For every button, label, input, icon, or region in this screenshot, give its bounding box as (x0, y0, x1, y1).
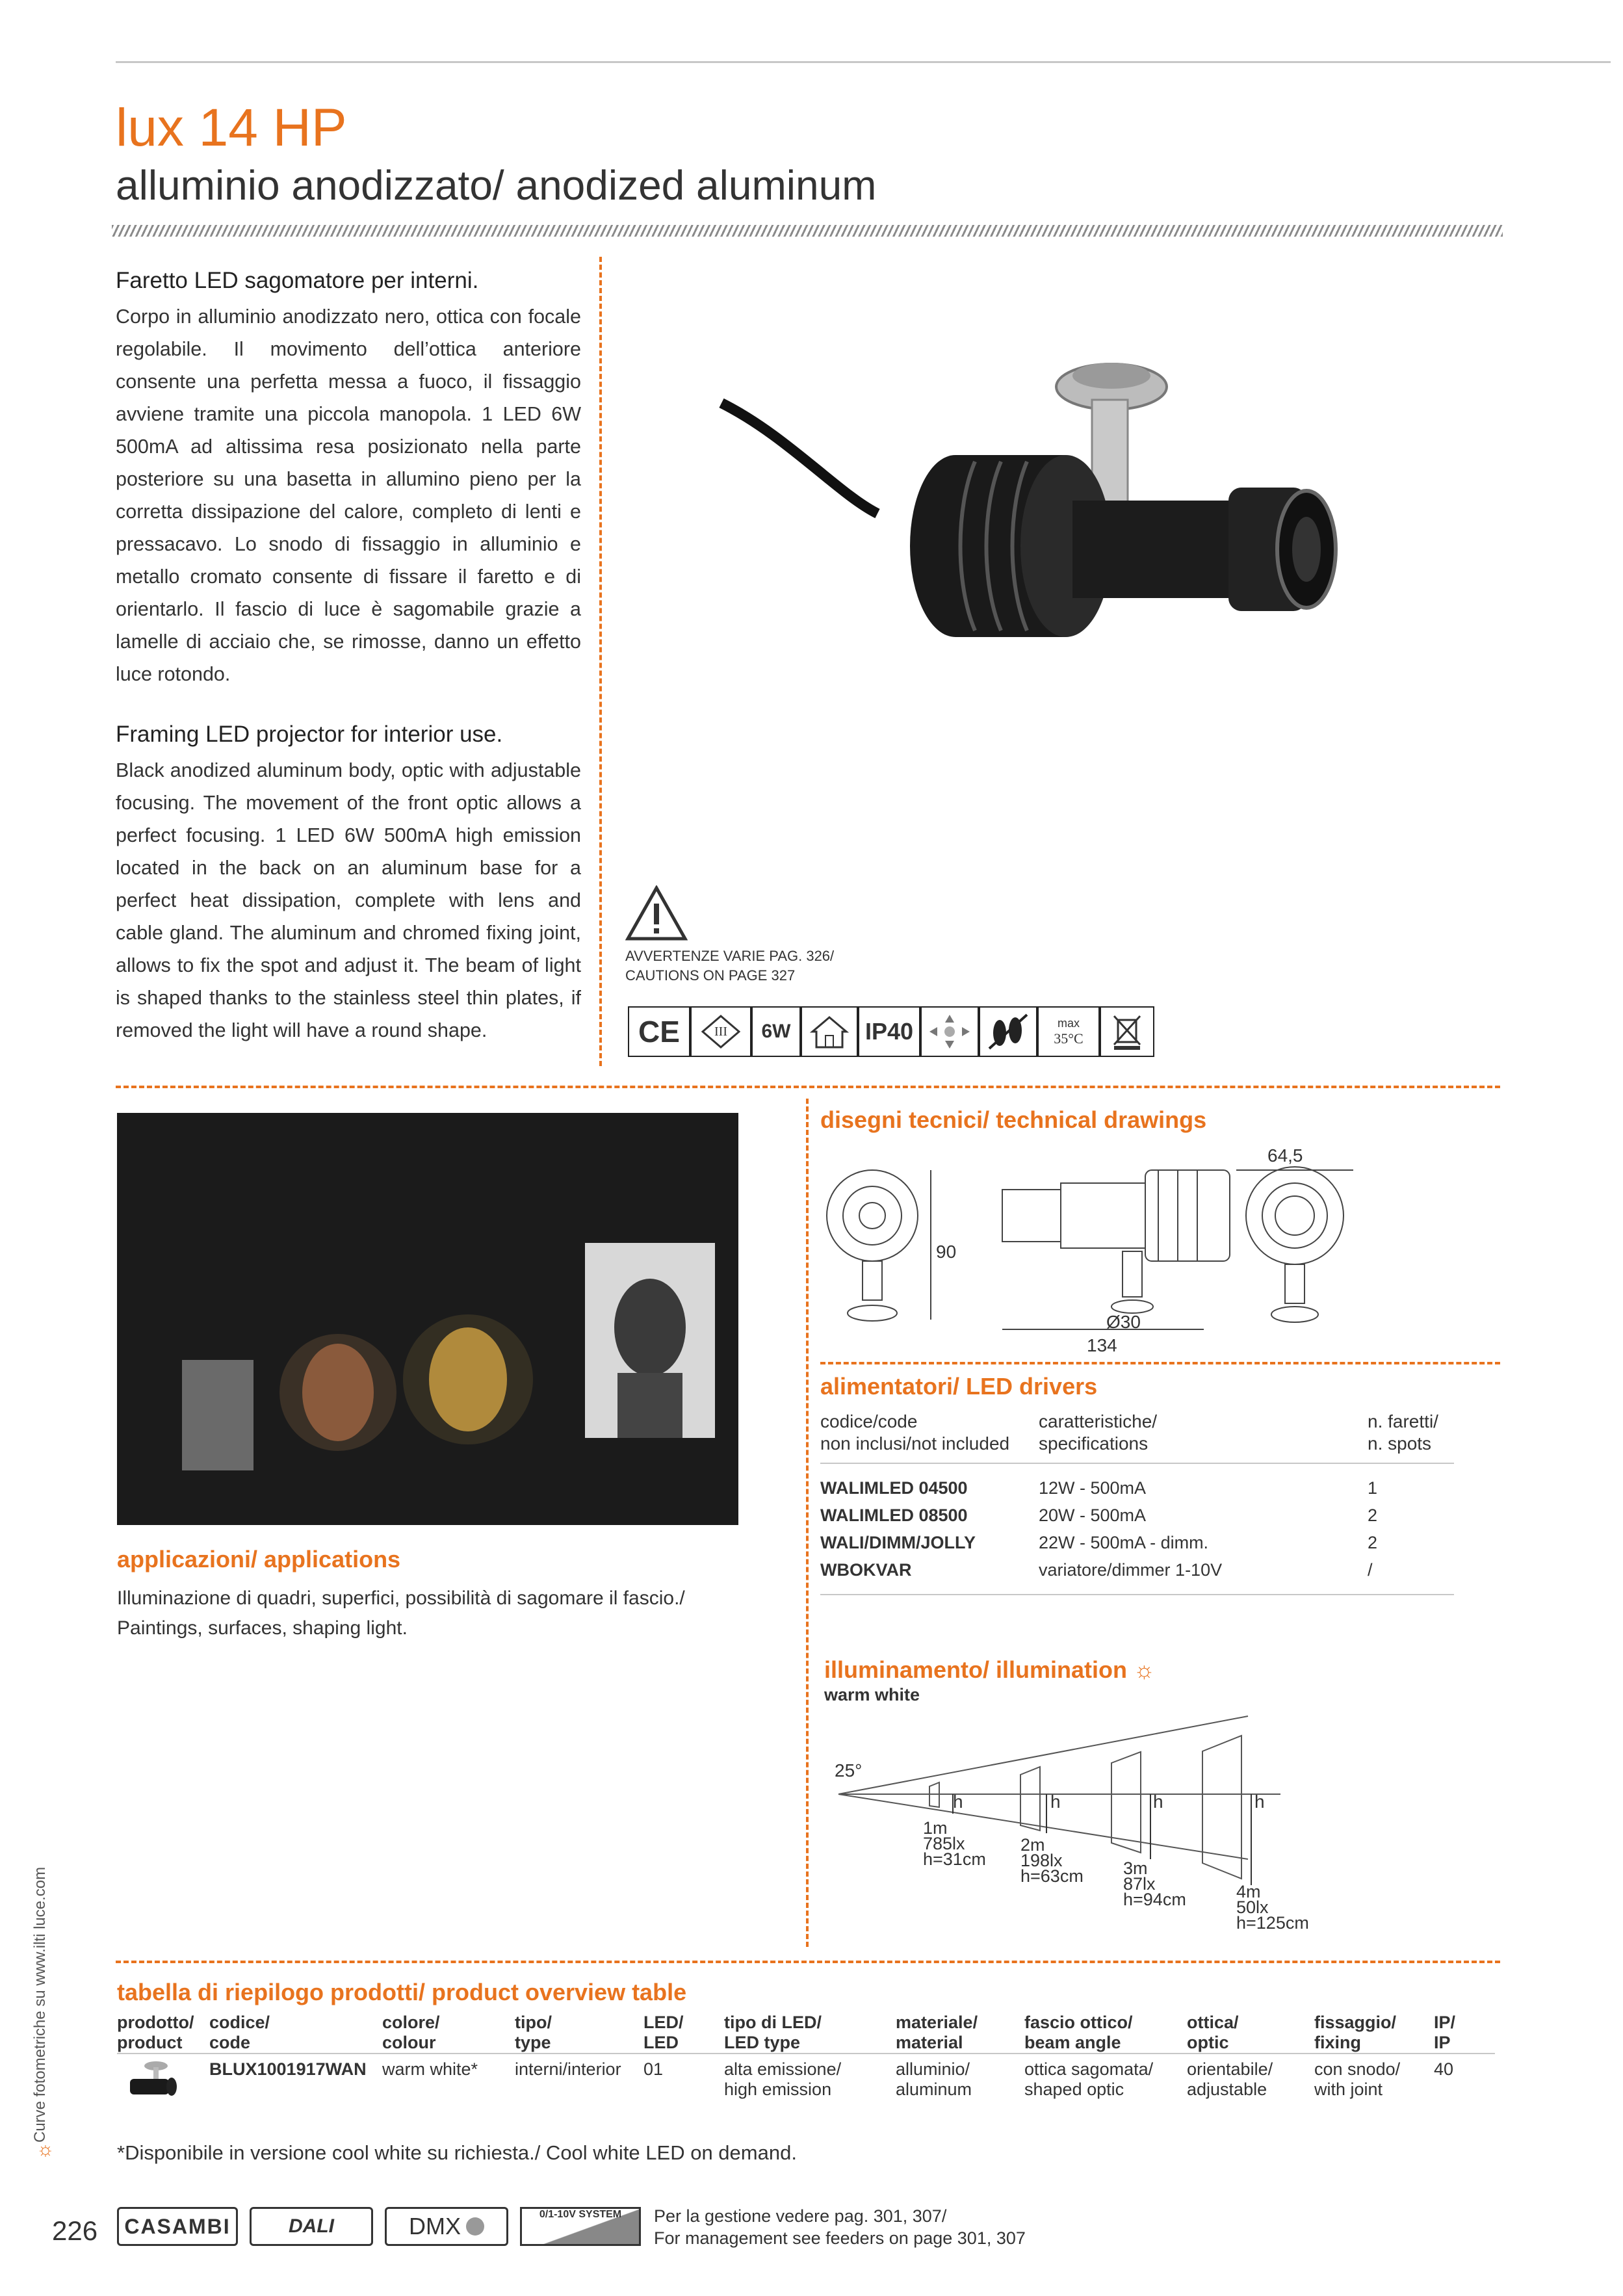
warning-icon (625, 885, 688, 941)
dim-length: 134 (1087, 1335, 1117, 1355)
page-number: 226 (52, 2215, 98, 2246)
dim-diameter: Ø30 (1106, 1312, 1141, 1332)
row-material-1: alluminio/ (896, 2059, 970, 2079)
driver-spots: 2 (1368, 1532, 1378, 1552)
illum-lux: 87lx (1123, 1874, 1156, 1894)
h-label: h (1254, 1792, 1265, 1812)
row-fixing (1314, 2054, 1434, 2109)
col-ip-l1: IP/ (1434, 2013, 1456, 2032)
row-led: 01 (643, 2059, 664, 2079)
power-label: 6W (751, 1006, 801, 1057)
page-subtitle: alluminio anodizzato/ anodized aluminum (116, 162, 877, 209)
col-beam-l1: fascio ottico/ (1024, 2013, 1133, 2032)
col-type-l1: tipo/ (515, 2013, 552, 2032)
driver-spec: 22W - 500mA - dimm. (1039, 1532, 1209, 1552)
drivers-header-code-2: non inclusi/not included (820, 1433, 1010, 1454)
dmx-logo (385, 2207, 508, 2246)
row-optic (1187, 2054, 1314, 2109)
illum-point-2 (1020, 1837, 1084, 1884)
table-row (820, 1556, 1454, 1584)
col-led-type-l2: LED type (724, 2033, 801, 2052)
description-it-heading: Faretto LED sagomatore per interni. (116, 268, 479, 293)
dmx-logo-dot (466, 2217, 484, 2236)
illum-lux: 785lx (923, 1834, 965, 1853)
col-led (643, 2013, 724, 2054)
driver-spec: 12W - 500mA (1039, 1478, 1147, 1498)
driver-spec: 20W - 500mA (1039, 1505, 1147, 1525)
col-ip (1434, 2013, 1495, 2054)
section-divider-2 (116, 1961, 1500, 1963)
col-colour-l1: colore/ (382, 2013, 440, 2032)
overview-table (117, 2013, 1495, 2109)
drivers-header-code-1: codice/code (820, 1411, 918, 1431)
illum-lux: 198lx (1020, 1851, 1063, 1870)
side-sun-icon: ☼ (36, 2139, 55, 2160)
product-photo (708, 325, 1423, 780)
drivers-table (820, 1474, 1454, 1584)
management-note (654, 2205, 1026, 2249)
drivers-header-spots (1368, 1411, 1438, 1455)
technical-drawing (820, 1144, 1503, 1359)
col-optic (1187, 2013, 1314, 2054)
management-note-1: Per la gestione vedere pag. 301, 307/ (654, 2206, 947, 2226)
table-row (117, 2054, 1495, 2109)
illum-distance: 3m (1123, 1859, 1148, 1878)
description-it (116, 268, 581, 690)
col-led-l1: LED/ (643, 2013, 684, 2032)
indoor-icon (801, 1006, 858, 1057)
driver-code: WALI/DIMM/JOLLY (820, 1532, 976, 1552)
drawings-title: disegni tecnici/ technical drawings (820, 1106, 1207, 1133)
dmx-logo-text: DMX (409, 2213, 461, 2239)
col-fixing-l2: fixing (1314, 2033, 1361, 2052)
h-label: h (953, 1792, 963, 1812)
illumination-title (824, 1656, 1155, 1684)
col-colour (382, 2013, 515, 2054)
overview-footnote: *Disponibile in versione cool white su richiesta./ Cool white LED on demand. (117, 2141, 797, 2164)
illumination-title-text: illuminamento/ illumination (824, 1656, 1128, 1683)
driver-spec: variatore/dimmer 1-10V (1039, 1559, 1223, 1580)
cable (721, 403, 877, 514)
illum-point-1 (923, 1820, 986, 1867)
row-led-type-2: high emission (724, 2080, 832, 2099)
row-fixing-1: con snodo/ (1314, 2059, 1401, 2079)
drivers-header-spec-1: caratteristiche/ (1039, 1411, 1158, 1431)
applications-title: applicazioni/ applications (117, 1546, 401, 1572)
ce-mark-icon: CE (628, 1006, 690, 1057)
row-code: BLUX1001917WAN (209, 2059, 367, 2079)
section-divider-1 (116, 1086, 1500, 1088)
illum-lux: 50lx (1236, 1898, 1269, 1917)
lens-inner (1292, 517, 1321, 582)
sun-icon: ☼ (1134, 1656, 1156, 1683)
no-walk-icon (979, 1006, 1037, 1057)
col-product (117, 2013, 209, 2054)
h-label: h (1153, 1792, 1163, 1812)
illum-distance: 4m (1236, 1882, 1261, 1901)
page-title: lux 14 HP (116, 98, 347, 157)
weee-bin-icon (1100, 1006, 1154, 1057)
cert-icons (628, 1006, 1154, 1057)
row-beam-1: ottica sagomata/ (1024, 2059, 1154, 2079)
optic-body (1072, 501, 1235, 598)
driver-spots: / (1368, 1559, 1373, 1580)
row-fixing-2: with joint (1314, 2080, 1383, 2099)
row-material-2: aluminum (896, 2080, 972, 2099)
col-product-l2: product (117, 2033, 183, 2052)
dim-height: 90 (936, 1242, 957, 1262)
drivers-rule-bottom (820, 1594, 1454, 1595)
row-type: interni/interior (515, 2059, 621, 2079)
temperature-icon (1037, 1006, 1100, 1057)
applications-text-2: Paintings, surfaces, shaping light. (117, 1617, 408, 1639)
illum-point-4 (1236, 1884, 1309, 1931)
dali-logo: DALI (250, 2207, 373, 2246)
col-material-l2: material (896, 2033, 963, 2052)
caution-line-2: CAUTIONS ON PAGE 327 (625, 967, 796, 984)
table-row (820, 1529, 1454, 1556)
illum-distance: 2m (1020, 1835, 1045, 1855)
illum-distance: 1m (923, 1818, 948, 1838)
hatch-divider (112, 225, 1503, 237)
illumination-subtitle: warm white (824, 1685, 920, 1704)
col-optic-l1: ottica/ (1187, 2013, 1239, 2032)
row-led-type-1: alta emissione/ (724, 2059, 842, 2079)
illum-h: h=63cm (1020, 1866, 1084, 1886)
temp-value-label: 35°C (1054, 1030, 1084, 1047)
column-divider-top (599, 257, 602, 1066)
col-led-type-l1: tipo di LED/ (724, 2013, 822, 2032)
col-code-l1: codice/ (209, 2013, 270, 2032)
drivers-header-spec-2: specifications (1039, 1433, 1149, 1454)
illum-h: h=125cm (1236, 1913, 1309, 1933)
driver-code: WALIMLED 04500 (820, 1478, 968, 1498)
overview-title: tabella di riepilogo prodotti/ product overview table (117, 1979, 687, 2005)
col-optic-l2: optic (1187, 2033, 1229, 2052)
row-led-type (724, 2054, 896, 2109)
col-product-l1: prodotto/ (117, 2013, 194, 2032)
section-divider-drawings (820, 1362, 1500, 1364)
caution-line-1: AVVERTENZE VARIE PAG. 326/ (625, 948, 835, 964)
drivers-rule-top (820, 1463, 1454, 1464)
dim-width: 64,5 (1267, 1145, 1303, 1166)
col-ip-l2: IP (1434, 2033, 1451, 2052)
row-beam-2: shaped optic (1024, 2080, 1124, 2099)
class-iii-icon (690, 1006, 751, 1057)
col-beam (1024, 2013, 1187, 2054)
temp-max-label: max (1057, 1016, 1080, 1030)
col-material-l1: materiale/ (896, 2013, 978, 2032)
applications-text-1: Illuminazione di quadri, superfici, possibilità di sagomare il fascio./ (117, 1587, 685, 1609)
row-colour: warm white* (382, 2059, 478, 2079)
description-en-body: Black anodized aluminum body, optic with adjustable focusing. The movement of the front optic allows a perfect focusing. 1 LED 6W 500mA high emission located in the back on an aluminum base for a perfect heat dissipation, complete with lens and cable gland. The aluminum and chromed fixing joint, allows to fix the spot and adjust it. The beam of light is shaped thanks to the stainless steel thin plates, if removed the light will have a round shape. (116, 759, 581, 1041)
product-thumbnail-image (117, 2059, 182, 2105)
row-ip: 40 (1434, 2059, 1454, 2079)
mount-knob (1072, 363, 1150, 389)
drivers-rows (820, 1474, 1454, 1584)
col-code-l2: code (209, 2033, 251, 2052)
col-fixing-l1: fissaggio/ (1314, 2013, 1397, 2032)
drivers-title: alimentatori/ LED drivers (820, 1373, 1098, 1400)
overview-header-row (117, 2013, 1495, 2054)
col-led-type (724, 2013, 896, 2054)
mask-2 (429, 1327, 507, 1431)
description-en-heading: Framing LED projector for interior use. (116, 722, 503, 747)
driver-spots: 2 (1368, 1505, 1378, 1525)
top-rule (116, 61, 1611, 63)
applications-text (117, 1584, 685, 1643)
class-iii-label: III (714, 1024, 727, 1039)
010v-logo: 0/1-10V SYSTEM (520, 2207, 641, 2246)
col-led-l2: LED (643, 2033, 679, 2052)
driver-code: WBOKVAR (820, 1559, 912, 1580)
drivers-header-spec (1039, 1411, 1157, 1455)
row-material (896, 2054, 1024, 2109)
applications-photo (117, 1113, 738, 1525)
description-it-body: Corpo in alluminio anodizzato nero, ottica con focale regolabile. Il movimento dell’ottica anteriore consente una perfetta messa a fuoco, il fissaggio avviene tramite una piccola manopola. 1 LED 6W 500mA ad altissima resa posizionato nella parte posteriore su una basetta in allumino pieno per la corretta dissipazione del calore, completo di lenti e pressacavo. Lo snodo di fissaggio in alluminio e metallo cromato consente di fissare il faretto e di orientarlo. Il fascio di luce è sagomabile grazie a lamelle di acciaio che, se rimosse, danno un effetto luce rotondo. (116, 306, 581, 685)
product-thumbnail (117, 2054, 209, 2109)
col-code (209, 2013, 382, 2054)
col-type-l2: type (515, 2033, 551, 2052)
row-optic-2: adjustable (1187, 2080, 1267, 2099)
illum-h: h=31cm (923, 1849, 986, 1869)
description-en (116, 722, 581, 1047)
drivers-header-spots-1: n. faretti/ (1368, 1411, 1438, 1431)
h-label: h (1050, 1792, 1061, 1812)
col-fixing (1314, 2013, 1434, 2054)
driver-spots: 1 (1368, 1478, 1378, 1498)
table-row (820, 1474, 1454, 1502)
illum-point-3 (1123, 1860, 1186, 1907)
drivers-header-code (820, 1411, 1009, 1455)
mask-1 (302, 1344, 374, 1441)
column-divider-bottom (806, 1099, 809, 1947)
management-note-2: For management see feeders on page 301, 307 (654, 2228, 1026, 2248)
col-material (896, 2013, 1024, 2054)
adjustable-icon (920, 1006, 979, 1057)
row-optic-1: orientabile/ (1187, 2059, 1273, 2079)
col-type (515, 2013, 643, 2054)
col-beam-l2: beam angle (1024, 2033, 1121, 2052)
table-row (820, 1502, 1454, 1529)
casambi-logo: CASAMBI (117, 2207, 238, 2246)
frame-left (182, 1360, 253, 1470)
ip-rating-icon: IP40 (858, 1006, 920, 1057)
caution-text (625, 946, 834, 985)
driver-code: WALIMLED 08500 (820, 1505, 968, 1525)
gallery-scene (117, 1113, 738, 1525)
col-colour-l2: colour (382, 2033, 436, 2052)
illum-h: h=94cm (1123, 1890, 1186, 1909)
drivers-header-spots-2: n. spots (1368, 1433, 1432, 1454)
beam-angle-label: 25° (835, 1760, 863, 1781)
row-beam (1024, 2054, 1187, 2109)
side-note: Curve fotometriche su www.ilti luce.com (31, 1866, 49, 2143)
